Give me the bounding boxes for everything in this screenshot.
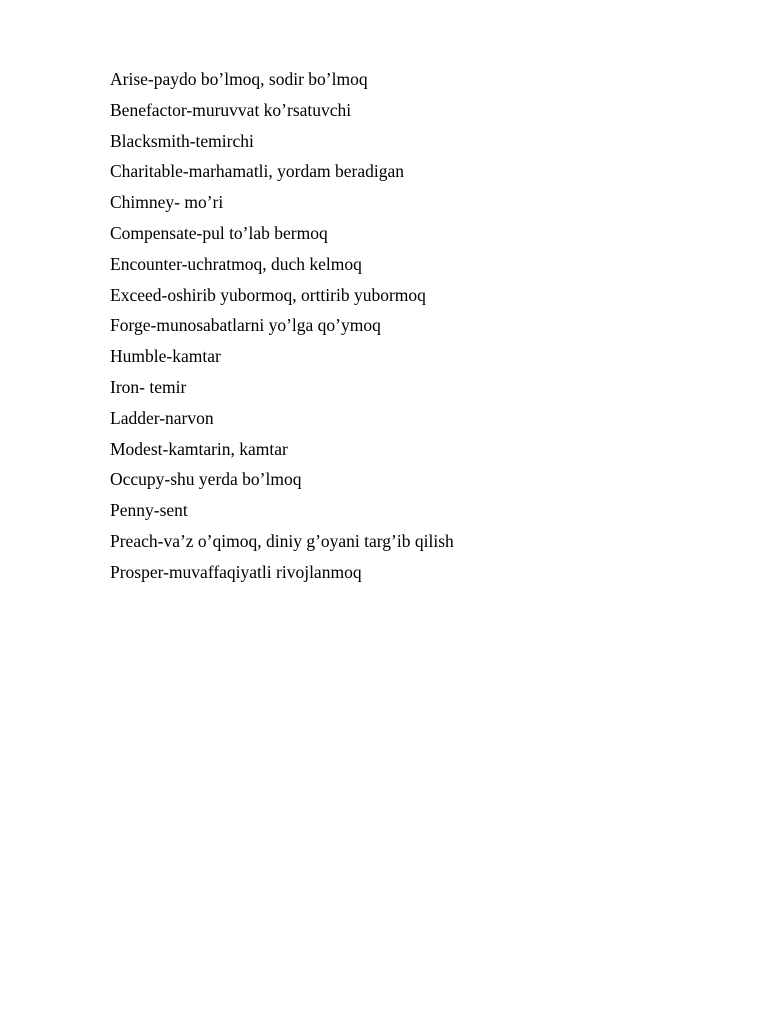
vocabulary-line: Blacksmith-temirchi xyxy=(110,130,254,151)
vocabulary-line: Preach-va’z o’qimoq, diniy g’oyani targ’ib qilish xyxy=(110,530,454,551)
vocabulary-line: Forge-munosabatlarni yo’lga qo’ymoq xyxy=(110,315,381,336)
vocabulary-line: Prosper-muvaffaqiyatli rivojlanmoq xyxy=(110,561,362,582)
vocabulary-line: Compensate-pul to’lab bermoq xyxy=(110,222,328,243)
vocabulary-line: Arise-paydo bo’lmoq, sodir bo’lmoq xyxy=(110,69,368,89)
vocabulary-list xyxy=(110,66,454,590)
vocabulary-line: Humble-kamtar xyxy=(110,346,221,367)
vocabulary-line: Charitable-marhamatli, yordam beradigan xyxy=(110,161,404,182)
vocabulary-line: Encounter-uchratmoq, duch kelmoq xyxy=(110,253,362,274)
vocabulary-line: Benefactor-muruvvat ko’rsatuvchi xyxy=(110,99,352,120)
vocabulary-line: Iron- temir xyxy=(110,376,187,397)
vocabulary-line: Occupy-shu yerda bo’lmoq xyxy=(110,469,302,490)
vocabulary-line: Modest-kamtarin, kamtar xyxy=(110,438,288,459)
vocabulary-line: Chimney- mo’ri xyxy=(110,192,224,213)
vocabulary-line: Ladder-narvon xyxy=(110,407,214,428)
vocabulary-line: Penny-sent xyxy=(110,500,188,521)
vocabulary-line: Exceed-oshirib yubormoq, orttirib yubormoq xyxy=(110,284,426,305)
